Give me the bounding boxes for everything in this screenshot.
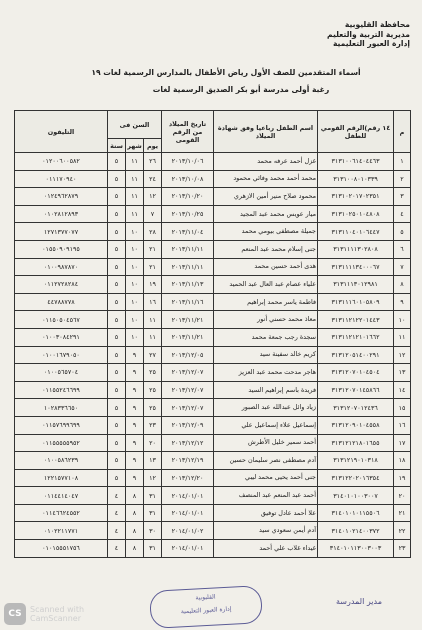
- cell-age-month: ١١: [126, 153, 144, 171]
- cell-name: غزل أحمد عرفه محمد: [214, 153, 318, 171]
- cell-national-id: ٣١٣١٢٢٠٢٠١٦٣٥٤: [318, 469, 394, 487]
- cell-birth-date: ٢٠١٣/١١/٢١: [162, 311, 214, 329]
- table-row: [15, 153, 411, 171]
- stamp-line-2: إدارة العبور التعليمية: [180, 605, 232, 616]
- col-day: يوم: [144, 139, 162, 153]
- cell-birth-date: ٢٠١٣/١٢/٠٧: [162, 364, 214, 382]
- cell-phone: ٠١١١٧٠٩٤٠: [15, 170, 108, 188]
- cell-birth-date: ٢٠١٣/١١/٠٤: [162, 223, 214, 241]
- table-row: [15, 188, 411, 206]
- cell-name: آدم أيمن سعودي سيد: [214, 522, 318, 540]
- cell-age-day: ٢٤: [144, 170, 162, 188]
- table-row: [15, 416, 411, 434]
- cell-birth-date: ٢٠١٤/٠١/٠١: [162, 487, 214, 505]
- cell-national-id: ٣١٤٠١٠١١٣٠٠٣٠٠٣: [318, 540, 394, 558]
- cell-age-day: ١١: [144, 328, 162, 346]
- cell-national-id: ٣١٣١٢٠٧٠١٢٤٣٦: [318, 399, 394, 417]
- cell-name: كريم خالد سفينة سيد: [214, 346, 318, 364]
- cell-no: ٩: [394, 293, 411, 311]
- cell-birth-date: ٢٠١٣/١٢/١٢: [162, 434, 214, 452]
- col-no: م: [394, 111, 411, 153]
- cell-national-id: ٣١٤٠١٠١٠١١٥٥٠٦: [318, 504, 394, 522]
- cell-birth-date: ٢٠١٣/١٠/٢٠: [162, 188, 214, 206]
- cell-age-year: ٥: [108, 311, 126, 329]
- cell-phone: ٠١١٥٥٥٥٥٩٥٢: [15, 434, 108, 452]
- cell-phone: ٤٤٧٨٨٧٧٨: [15, 293, 108, 311]
- cell-phone: ١٢٢١٥٧٧١٠٨: [15, 469, 108, 487]
- cell-birth-date: ٢٠١٣/١١/١١: [162, 240, 214, 258]
- table-row: [15, 540, 411, 558]
- cell-phone: ٠١٠١٥٥٥١٧٥٦: [15, 540, 108, 558]
- cell-no: ٢٢: [394, 522, 411, 540]
- watermark-line-1: Scanned with: [30, 605, 85, 614]
- cell-age-month: ١١: [126, 205, 144, 223]
- cell-national-id: ٣١٣١١١٦٠١٠٥٨٠٩: [318, 293, 394, 311]
- cell-phone: ١٢٧١٣٧٧٠٧٧: [15, 223, 108, 241]
- cell-no: ٢١: [394, 504, 411, 522]
- cell-name: علياء عصام عبد العال عبد الحميد: [214, 276, 318, 294]
- cell-no: ١٥: [394, 399, 411, 417]
- table-row: [15, 346, 411, 364]
- cell-age-year: ٥: [108, 346, 126, 364]
- cell-phone: ٠١١٤٦٦٢٤٥٥٢: [15, 504, 108, 522]
- table-body: [15, 153, 411, 558]
- cell-no: ١٣: [394, 364, 411, 382]
- cell-phone: ١٠٢٨٣٣٦٦٥٠: [15, 399, 108, 417]
- table-row: [15, 364, 411, 382]
- cell-age-month: ٨: [126, 522, 144, 540]
- col-birth-date: تاريخ الميلاد من الرقم القومى: [162, 111, 214, 153]
- cell-birth-date: ٢٠١٣/١٢/١٩: [162, 452, 214, 470]
- table-row: [15, 522, 411, 540]
- cell-name: فاطمة ياسر محمد إبراهيم: [214, 293, 318, 311]
- cell-age-day: ٢٣: [144, 416, 162, 434]
- table-row: [15, 452, 411, 470]
- cell-birth-date: ٢٠١٤/٠١/٠٢: [162, 522, 214, 540]
- cell-age-month: ٨: [126, 540, 144, 558]
- cell-age-year: ٥: [108, 223, 126, 241]
- cell-age-year: ٤: [108, 487, 126, 505]
- cell-age-year: ٤: [108, 504, 126, 522]
- cell-name: فريدة باسم إبراهيم السيد: [214, 381, 318, 399]
- cell-national-id: ٣١٣١٠٢٠١٧٠٢٣٥١: [318, 188, 394, 206]
- cell-national-id: ٣١٣١١٢١٢١٠١٦٦٢: [318, 328, 394, 346]
- cell-age-year: ٥: [108, 399, 126, 417]
- cell-national-id: ٣١٣١٢١٢١٨٠١٦٥٥: [318, 434, 394, 452]
- cell-birth-date: ٢٠١٣/١٠/٠٨: [162, 170, 214, 188]
- cell-no: ٥: [394, 223, 411, 241]
- cell-no: ١٩: [394, 469, 411, 487]
- cell-name: علا أحمد عادل توفيق: [214, 504, 318, 522]
- cell-age-month: ١٠: [126, 328, 144, 346]
- cell-no: ١٠: [394, 311, 411, 329]
- table-row: [15, 434, 411, 452]
- cell-no: ٤: [394, 205, 411, 223]
- cell-age-day: ١٢: [144, 469, 162, 487]
- cell-national-id: ٣١٣١١١٣٠١٢٩٨١: [318, 276, 394, 294]
- cell-birth-date: ٢٠١٣/١٢/٢٠: [162, 469, 214, 487]
- cell-no: ٢: [394, 170, 411, 188]
- cell-name: أحمد عبد المنعم عبد المنصف: [214, 487, 318, 505]
- cell-birth-date: ٢٠١٣/١٢/٠٥: [162, 346, 214, 364]
- cell-phone: ٠١٠٢٢١١٧٧١: [15, 522, 108, 540]
- col-year: سنة: [108, 139, 126, 153]
- cell-age-month: ٩: [126, 469, 144, 487]
- cell-national-id: ٣١٣١٢٠٧٠١٠٤٥٠٤: [318, 364, 394, 382]
- col-name: اسم الطفل رباعيا وفق شهادة الميلاد: [214, 111, 318, 153]
- cell-phone: ٠١١٢٧٢٨٢٨٤: [15, 276, 108, 294]
- cell-name: أحمد سمير خليل الأطرش: [214, 434, 318, 452]
- table-row: [15, 504, 411, 522]
- cell-name: جميلة مصطفى بيومي محمد: [214, 223, 318, 241]
- cell-age-year: ٥: [108, 469, 126, 487]
- cell-age-month: ١١: [126, 170, 144, 188]
- cell-age-month: ١٠: [126, 293, 144, 311]
- cell-phone: ٠١٠٠٩٨٧٨٧٠: [15, 258, 108, 276]
- cell-phone: ٠١١٥٠٥٠٤٥٦٧: [15, 311, 108, 329]
- cell-no: ١٨: [394, 452, 411, 470]
- cell-age-year: ٤: [108, 540, 126, 558]
- cell-phone: ٠١٠٢٨١٢٨٩٣: [15, 205, 108, 223]
- cell-age-day: ٢١: [144, 240, 162, 258]
- cell-national-id: ٣١٣١٢٠٥١٤٠٠٢٩١: [318, 346, 394, 364]
- cell-age-month: ٩: [126, 346, 144, 364]
- table-row: [15, 487, 411, 505]
- cell-birth-date: ٢٠١٣/١١/١٣: [162, 276, 214, 294]
- cell-age-month: ٨: [126, 504, 144, 522]
- cell-no: ١٧: [394, 434, 411, 452]
- cell-no: ١٤: [394, 381, 411, 399]
- cell-name: هدى أحمد حسين محمد: [214, 258, 318, 276]
- governorate-label: محافظة القليوبية: [344, 20, 410, 29]
- cell-age-year: ٥: [108, 364, 126, 382]
- col-age: السن فى: [108, 111, 162, 139]
- cell-birth-date: ٢٠١٣/١١/١٦: [162, 293, 214, 311]
- cell-name: ميار عويس محمد عبد المجيد: [214, 205, 318, 223]
- cell-age-day: ١٩: [144, 276, 162, 294]
- cell-age-year: ٤: [108, 522, 126, 540]
- cell-no: ٢٣: [394, 540, 411, 558]
- table-row: [15, 276, 411, 294]
- cell-age-day: ٢٦: [144, 153, 162, 171]
- cell-name: آدم مصطفى نصر سليمان حسين: [214, 452, 318, 470]
- table-row: [15, 399, 411, 417]
- cell-age-year: ٥: [108, 434, 126, 452]
- cell-national-id: ٣١٣١٠٢٥٠١٠٤٨٠٨: [318, 205, 394, 223]
- cell-age-day: ٢٧: [144, 346, 162, 364]
- cell-no: ١٢: [394, 346, 411, 364]
- cell-no: ١٦: [394, 416, 411, 434]
- table-row: [15, 170, 411, 188]
- cell-phone: ٠١٠٠٥٨٦٢٣٩: [15, 452, 108, 470]
- cell-name: جنى إسلام محمد عبد المنعم: [214, 240, 318, 258]
- table-row: [15, 381, 411, 399]
- cell-national-id: ٣١٣١٢١٩٠١٠٣١٨: [318, 452, 394, 470]
- cell-national-id: ٣١٣١٢٠٧٠١٤٥٨٦٦: [318, 381, 394, 399]
- camscanner-logo-icon: CS: [4, 603, 26, 625]
- document-subtitle: رغبة أولى مدرسة أبو بكر الصديق الرسمية لغات: [152, 85, 330, 94]
- cell-birth-date: ٢٠١٣/١١/١١: [162, 258, 214, 276]
- cell-national-id: ٣١٣١١١١٣٠٢٨٠٨: [318, 240, 394, 258]
- cell-name: جنى أحمد يحيى محمد ليبي: [214, 469, 318, 487]
- table-row: [15, 469, 411, 487]
- table-row: [15, 258, 411, 276]
- cell-age-month: ١١: [126, 188, 144, 206]
- cell-birth-date: ٢٠١٣/١٠/٠٦: [162, 153, 214, 171]
- cell-age-year: ٥: [108, 205, 126, 223]
- cell-age-month: ٩: [126, 364, 144, 382]
- table-row: [15, 293, 411, 311]
- cell-age-day: ٢٨: [144, 223, 162, 241]
- table-row: [15, 240, 411, 258]
- watermark-line-2: CamScanner: [30, 614, 82, 623]
- applicants-table: [14, 110, 411, 558]
- cell-national-id: ٣١٤٠١٠١٠٠٣٠٠٧: [318, 487, 394, 505]
- cell-age-day: ٢٥: [144, 381, 162, 399]
- cell-phone: ٠١٠٠٥٦٥٧٠٤: [15, 364, 108, 382]
- cell-no: ١: [394, 153, 411, 171]
- cell-age-year: ٥: [108, 452, 126, 470]
- cell-national-id: ٣١٣١١٢١٢٢٠١٤٤٣: [318, 311, 394, 329]
- cell-national-id: ٣١٣١١٠٤٠١٠٦٤٤٧: [318, 223, 394, 241]
- cell-national-id: ٣١٣١٢٠٩٠١٠٤٥٥٨: [318, 416, 394, 434]
- administration-label: إدارة العبور التعليمية: [332, 39, 410, 49]
- header-block: [290, 20, 410, 49]
- cell-age-month: ١٠: [126, 240, 144, 258]
- cell-age-year: ٥: [108, 381, 126, 399]
- cell-no: ٦: [394, 240, 411, 258]
- cell-name: إسماعيل علاء إسماعيل علي: [214, 416, 318, 434]
- cell-national-id: ٣١٣١٠٠٨٠١٠٣٣٩: [318, 170, 394, 188]
- cell-age-year: ٥: [108, 276, 126, 294]
- cell-age-day: ٣١: [144, 540, 162, 558]
- cell-national-id: ٣١٣١١١١٣٤٠٠٠٦٧: [318, 258, 394, 276]
- table-row: [15, 311, 411, 329]
- official-stamp: [149, 585, 263, 629]
- cell-age-month: ١٠: [126, 258, 144, 276]
- cell-age-month: ٩: [126, 399, 144, 417]
- cell-name: محمود صلاح منير أمين الازهري: [214, 188, 318, 206]
- cell-age-year: ٥: [108, 153, 126, 171]
- camscanner-watermark: [30, 605, 84, 623]
- cell-phone: ٠١١٥٥٢٤٦٦٩٩: [15, 381, 108, 399]
- cell-age-year: ٥: [108, 170, 126, 188]
- col-month: شهر: [126, 139, 144, 153]
- cell-name: غيداء غلاب علي أحمد: [214, 540, 318, 558]
- cell-name: معاذ محمد حسني أنور: [214, 311, 318, 329]
- cell-national-id: ٣١٣١٠٠٦١٤٠٤٤٦٣: [318, 153, 394, 171]
- cell-age-day: ٧: [144, 205, 162, 223]
- directorate-label: مديرية التربية والتعليم: [327, 29, 410, 39]
- cell-age-month: ١٠: [126, 311, 144, 329]
- cell-no: ٢٠: [394, 487, 411, 505]
- cell-age-month: ٩: [126, 381, 144, 399]
- cell-birth-date: ٢٠١٤/٠١/٠١: [162, 504, 214, 522]
- cell-name: سجدة رجب جمعة محمد: [214, 328, 318, 346]
- cell-birth-date: ٢٠١٣/١١/٢١: [162, 328, 214, 346]
- cell-phone: ٠١٠٠٣٠٨٤٢٩١: [15, 328, 108, 346]
- table-row: [15, 328, 411, 346]
- cell-age-day: ١١: [144, 311, 162, 329]
- cell-age-year: ٥: [108, 240, 126, 258]
- cell-age-day: ١٢: [144, 188, 162, 206]
- cell-name: محمد أحمد محمد وفائي محمود: [214, 170, 318, 188]
- cell-age-month: ٨: [126, 487, 144, 505]
- cell-birth-date: ٢٠١٣/١٠/٢٥: [162, 205, 214, 223]
- cell-age-day: ٣٠: [144, 522, 162, 540]
- cell-age-year: ٥: [108, 293, 126, 311]
- col-phone: التليفون: [15, 111, 108, 153]
- cell-age-month: ١٠: [126, 276, 144, 294]
- cell-phone: ٠١٥٥٠٩٠٩١٩٥: [15, 240, 108, 258]
- cell-age-day: ١٦: [144, 293, 162, 311]
- cell-phone: ٠١٢٠٠٦٠٠٥٨٢: [15, 153, 108, 171]
- cell-phone: ٠١٠٠١٦٧٩٠٥٠: [15, 346, 108, 364]
- cell-birth-date: ٢٠١٣/١٢/٠٧: [162, 381, 214, 399]
- cell-age-year: ٥: [108, 188, 126, 206]
- cell-age-month: ٩: [126, 434, 144, 452]
- signature: مدير المدرسة: [335, 597, 382, 606]
- cell-age-month: ٩: [126, 416, 144, 434]
- table-row: [15, 205, 411, 223]
- cell-age-year: ٥: [108, 416, 126, 434]
- cell-phone: ٠١١٥٧٦٩٩٦٩٩: [15, 416, 108, 434]
- cell-birth-date: ٢٠١٣/١٢/٠٧: [162, 399, 214, 417]
- cell-age-day: ٢٥: [144, 399, 162, 417]
- cell-phone: ٠١١٤٤١٤٠٤٧: [15, 487, 108, 505]
- cell-age-day: ٣١: [144, 504, 162, 522]
- cell-phone: ٠١٢٤٩٦٢٨٧٩: [15, 188, 108, 206]
- cell-no: ٣: [394, 188, 411, 206]
- cell-birth-date: ٢٠١٤/٠١/٠١: [162, 540, 214, 558]
- cell-age-year: ٥: [108, 258, 126, 276]
- cell-age-day: ٢٥: [144, 364, 162, 382]
- cell-age-day: ٢٠: [144, 434, 162, 452]
- col-national-id: ١٤ رقم)الرقم القومي للطفل: [318, 111, 394, 153]
- cell-no: ٨: [394, 276, 411, 294]
- cell-age-month: ١٠: [126, 223, 144, 241]
- cell-age-month: ٩: [126, 452, 144, 470]
- cell-name: زياد وائل عبدالله عبد الصبور: [214, 399, 318, 417]
- cell-age-day: ٢١: [144, 258, 162, 276]
- cell-national-id: ٣١٤٠١٠٢١٤٠٠٣٧٢: [318, 522, 394, 540]
- stamp-line-1: القليوبية: [195, 593, 216, 602]
- cell-no: ٧: [394, 258, 411, 276]
- document-title: أسماء المتقدمين للصف الأول رياض الأطفال بالمدارس الرسمية لغات ١٩: [91, 68, 361, 77]
- table-row: [15, 223, 411, 241]
- cell-birth-date: ٢٠١٣/١٢/٠٩: [162, 416, 214, 434]
- cell-age-year: ٥: [108, 328, 126, 346]
- cell-name: هاجر مدحت محمد عبد العزيز: [214, 364, 318, 382]
- cell-age-day: ١٣: [144, 452, 162, 470]
- cell-age-day: ٣١: [144, 487, 162, 505]
- cell-no: ١١: [394, 328, 411, 346]
